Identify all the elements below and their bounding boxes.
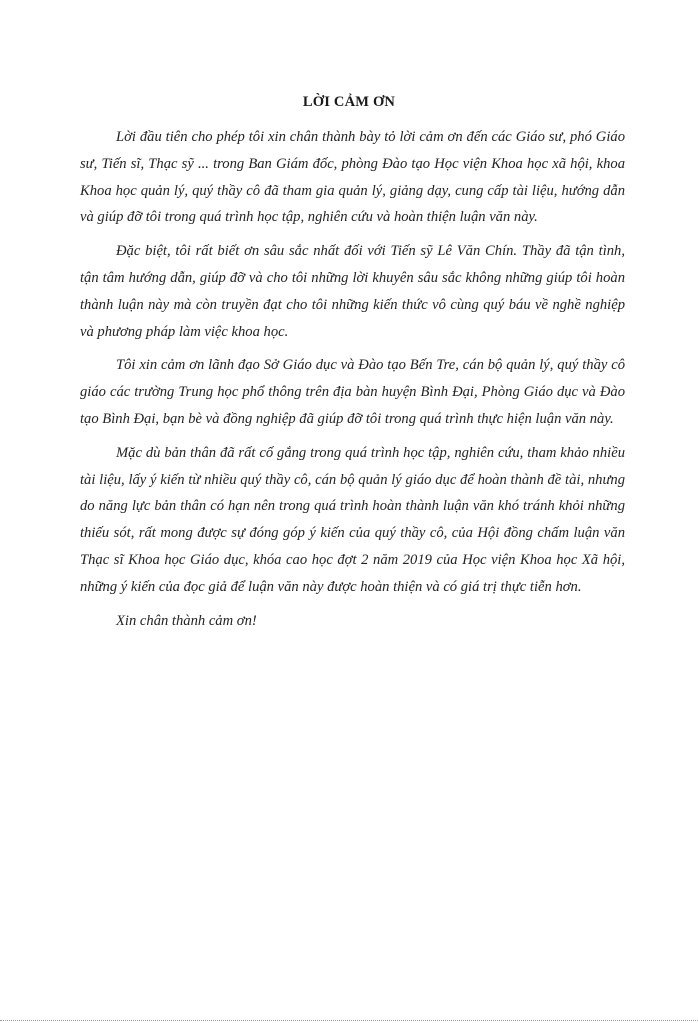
page-bottom-divider: [0, 1020, 698, 1021]
page-title: LỜI CẢM ƠN: [302, 94, 396, 110]
closing-line: Xin chân thành cảm ơn!: [116, 612, 257, 629]
paragraph-1: Lời đầu tiên cho phép tôi xin chân thành bày tỏ lời cảm ơn đến các Giáo sư, phó Giáo sư, Tiến sĩ, Thạc sỹ ... trong Ban Giám đốc, phòng Đào tạo Học viện Khoa học xã hội, khoa Khoa học quản lý, quý thầy cô đã tham gia quản lý, giảng dạy, cung cấp tài liệu, hướng dẫn và giúp đỡ tôi trong quá trình học tập, nghiên cứu và hoàn thiện luận văn này.: [80, 129, 625, 226]
acknowledgement-body: [80, 124, 625, 641]
paragraph-4: Mặc dù bản thân đã rất cố gắng trong quá trình học tập, nghiên cứu, tham khảo nhiều tài liệu, lấy ý kiến từ nhiều quý thầy cô, cán bộ quản lý giáo dục để hoàn thành đề tài, nhưng do năng lực bản thân có hạn nên trong quá trình hoàn thành luận văn khó tránh khỏi những thiếu sót, rất mong được sự đóng góp ý kiến của quý thầy cô, của Hội đồng chấm luận văn Thạc sĩ Khoa học Giáo dục, khóa cao học đợt 2 năm 2019 của Học viện Khoa học Xã hội, những ý kiến của đọc giả để luận văn này được hoàn thiện và có giá trị thực tiễn hơn.: [80, 444, 625, 595]
paragraph-2: Đặc biệt, tôi rất biết ơn sâu sắc nhất đối với Tiến sỹ Lê Văn Chín. Thầy đã tận tình, tận tâm hướng dẫn, giúp đỡ và cho tôi những lời khuyên sâu sắc không những giúp tôi hoàn thành luận này mà còn truyền đạt cho tôi những kiến thức vô cùng quý báu về nghề nghiệp và phương pháp làm việc khoa học.: [80, 243, 625, 340]
paragraph-3: Tôi xin cảm ơn lãnh đạo Sở Giáo dục và Đào tạo Bến Tre, cán bộ quản lý, quý thầy cô giáo các trường Trung học phổ thông trên địa bàn huyện Bình Đại, Phòng Giáo dục và Đào tạo Bình Đại, bạn bè và đồng nghiệp đã giúp đỡ tôi trong quá trình thực hiện luận văn này.: [80, 357, 625, 427]
